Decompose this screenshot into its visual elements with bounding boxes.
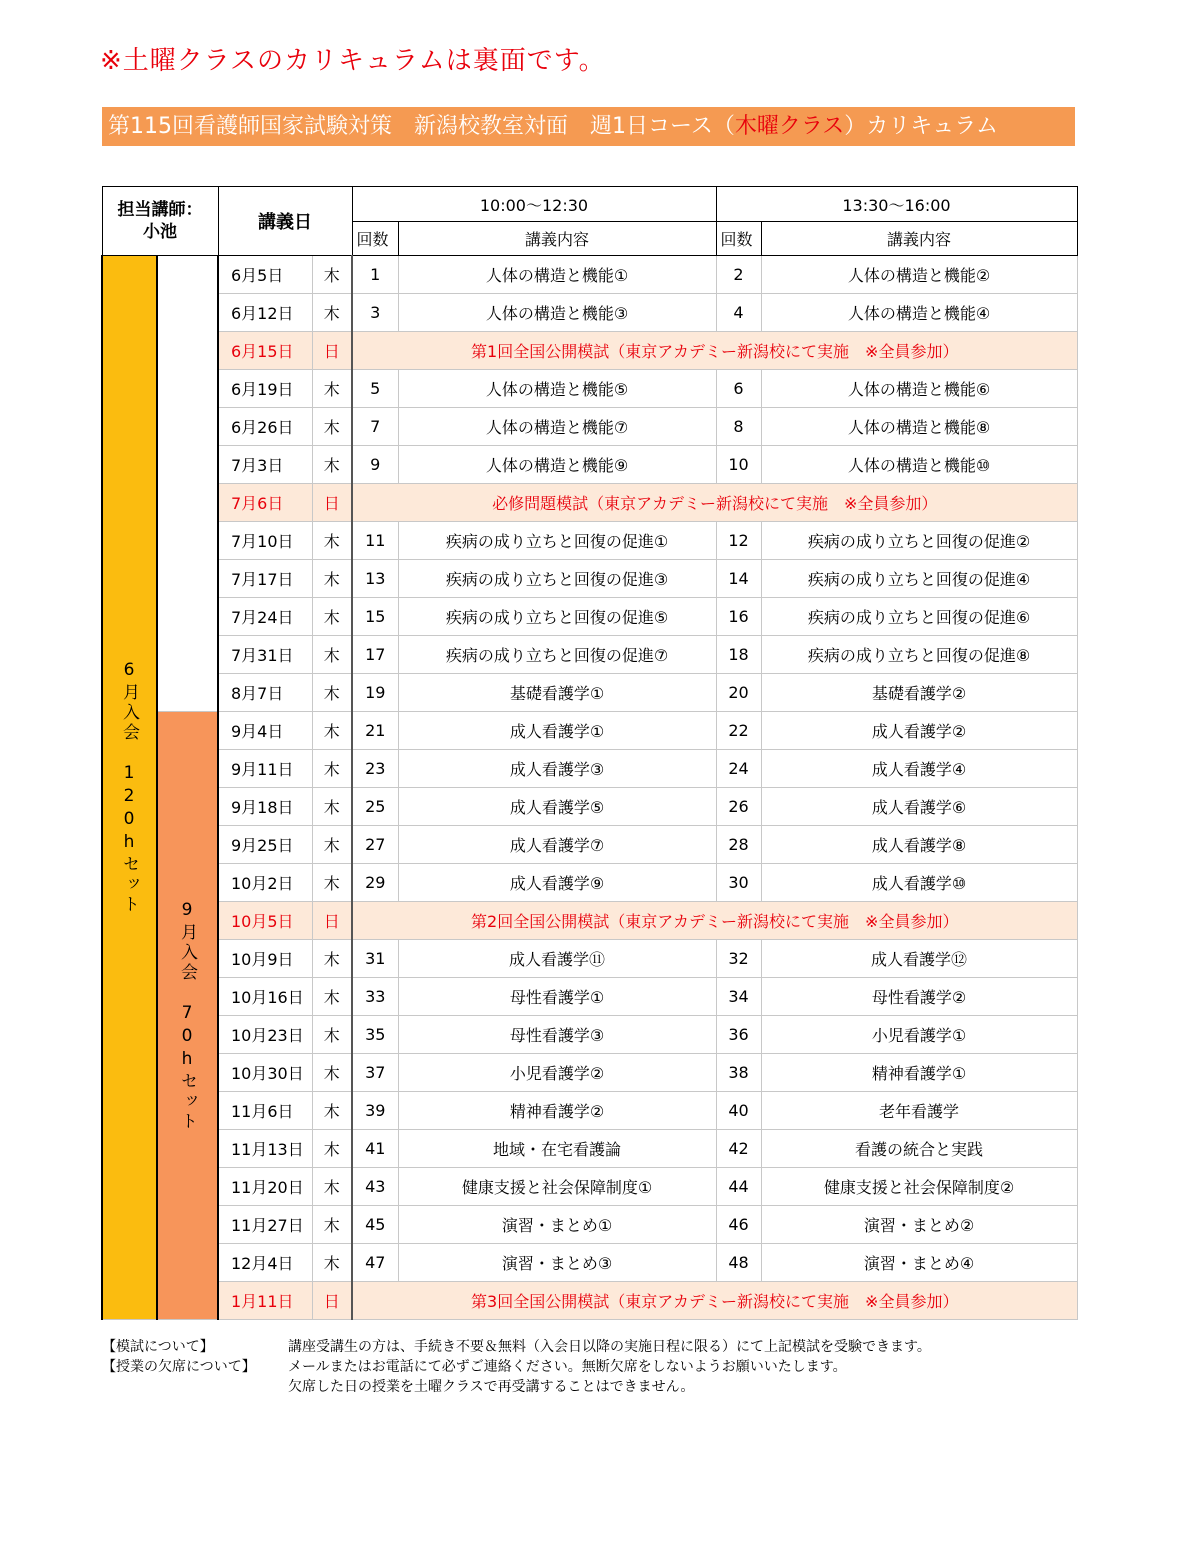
lecture-date: 10月30日 [218,1054,312,1092]
lecture-date: 1月11日 [218,1282,312,1320]
exam-row [102,484,1077,522]
lecture-date: 10月16日 [218,978,312,1016]
lecture-date: 6月19日 [218,370,312,408]
pm-lecture-number: 16 [716,598,761,636]
lecture-date: 11月13日 [218,1130,312,1168]
lecture-row [102,788,1077,826]
lecture-date: 7月10日 [218,522,312,560]
am-content-header: 講義内容 [398,222,716,256]
pm-lecture-content: 成人看護学⑫ [761,940,1077,978]
lecture-row [102,1016,1077,1054]
lecture-weekday: 日 [312,484,352,522]
lecture-row [102,408,1077,446]
pm-lecture-content: 疾病の成り立ちと回復の促進② [761,522,1077,560]
lecture-weekday: 木 [312,674,352,712]
am-lecture-content: 健康支援と社会保障制度① [398,1168,716,1206]
am-lecture-content: 疾病の成り立ちと回復の促進① [398,522,716,560]
am-lecture-number: 39 [352,1092,398,1130]
am-lecture-content: 人体の構造と機能③ [398,294,716,332]
pm-lecture-number: 10 [716,446,761,484]
pm-lecture-number: 36 [716,1016,761,1054]
lecture-row [102,560,1077,598]
lecture-date: 10月2日 [218,864,312,902]
absence-note-2 [102,1376,694,1396]
pm-lecture-content: 母性看護学② [761,978,1077,1016]
lecture-row [102,256,1077,294]
lecture-row [102,1092,1077,1130]
am-lecture-content: 母性看護学③ [398,1016,716,1054]
pm-lecture-number: 26 [716,788,761,826]
exam-row [102,332,1077,370]
am-lecture-number: 43 [352,1168,398,1206]
am-lecture-number: 29 [352,864,398,902]
am-lecture-content: 成人看護学⑪ [398,940,716,978]
pm-lecture-content: 人体の構造と機能⑥ [761,370,1077,408]
lecture-row [102,864,1077,902]
am-lecture-number: 7 [352,408,398,446]
pm-lecture-number: 42 [716,1130,761,1168]
lecture-weekday: 木 [312,1206,352,1244]
am-lecture-number: 33 [352,978,398,1016]
lecture-row [102,522,1077,560]
lecture-row [102,1054,1077,1092]
exam-note-label: 【模試について】 [102,1339,214,1355]
pm-lecture-content: 成人看護学⑥ [761,788,1077,826]
lecture-weekday: 木 [312,408,352,446]
lecture-weekday: 木 [312,978,352,1016]
exam-row [102,1282,1077,1320]
lecture-date: 7月6日 [218,484,312,522]
pm-lecture-number: 40 [716,1092,761,1130]
am-lecture-content: 成人看護学① [398,712,716,750]
exam-note [102,1336,931,1356]
pm-lecture-content: 演習・まとめ④ [761,1244,1077,1282]
am-lecture-number: 25 [352,788,398,826]
am-lecture-content: 母性看護学① [398,978,716,1016]
am-lecture-content: 小児看護学② [398,1054,716,1092]
am-lecture-content: 人体の構造と機能① [398,256,716,294]
pm-lecture-number: 14 [716,560,761,598]
am-lecture-content: 人体の構造と機能⑦ [398,408,716,446]
lecture-weekday: 木 [312,788,352,826]
saturday-class-notice: ※土曜クラスのカリキュラムは裏面です。 [100,46,606,76]
lecture-weekday: 木 [312,446,352,484]
pm-lecture-content: 人体の構造と機能④ [761,294,1077,332]
lecture-row [102,1130,1077,1168]
exam-description: 必修問題模試（東京アカデミー新潟校にて実施 ※全員参加） [352,484,1077,522]
pm-lecture-content: 小児看護学① [761,1016,1077,1054]
exam-description: 第3回全国公開模試（東京アカデミー新潟校にて実施 ※全員参加） [352,1282,1077,1320]
lecture-weekday: 日 [312,902,352,940]
lecture-row [102,1206,1077,1244]
pm-lecture-content: 人体の構造と機能② [761,256,1077,294]
am-lecture-content: 人体の構造と機能⑤ [398,370,716,408]
absence-note [102,1356,847,1376]
am-lecture-content: 人体の構造と機能⑨ [398,446,716,484]
lecture-weekday: 木 [312,864,352,902]
am-lecture-number: 17 [352,636,398,674]
set-120h-band [102,256,157,1320]
teacher-name: 小池 [143,222,177,242]
lecture-date: 7月3日 [218,446,312,484]
pm-lecture-number: 6 [716,370,761,408]
lecture-date: 10月23日 [218,1016,312,1054]
pm-lecture-content: 精神看護学① [761,1054,1077,1092]
pm-lecture-content: 演習・まとめ② [761,1206,1077,1244]
lecture-weekday: 木 [312,1092,352,1130]
lecture-weekday: 木 [312,1054,352,1092]
am-lecture-number: 1 [352,256,398,294]
am-lecture-content: 演習・まとめ① [398,1206,716,1244]
lecture-date: 6月15日 [218,332,312,370]
lecture-weekday: 木 [312,636,352,674]
lecture-weekday: 木 [312,598,352,636]
am-lecture-content: 精神看護学② [398,1092,716,1130]
set-70h-band [157,712,218,1320]
lecture-row [102,1168,1077,1206]
lecture-weekday: 木 [312,1016,352,1054]
lecture-date: 9月25日 [218,826,312,864]
pm-lecture-content: 健康支援と社会保障制度② [761,1168,1077,1206]
pm-lecture-number: 12 [716,522,761,560]
lecture-weekday: 木 [312,1130,352,1168]
teacher-cell [102,187,218,256]
lecture-date: 6月26日 [218,408,312,446]
pm-lecture-content: 成人看護学⑧ [761,826,1077,864]
am-lecture-content: 成人看護学⑨ [398,864,716,902]
exam-description: 第1回全国公開模試（東京アカデミー新潟校にて実施 ※全員参加） [352,332,1077,370]
lecture-row [102,446,1077,484]
am-lecture-number: 31 [352,940,398,978]
absence-note-text-1: メールまたはお電話にて必ずご連絡ください。無断欠席をしないようお願いいたします。 [288,1359,847,1375]
am-lecture-number: 27 [352,826,398,864]
pm-count-header: 回数 [716,222,761,256]
pm-lecture-number: 38 [716,1054,761,1092]
lecture-date: 11月20日 [218,1168,312,1206]
pm-lecture-number: 34 [716,978,761,1016]
lecture-row [102,826,1077,864]
lecture-date: 9月4日 [218,712,312,750]
am-lecture-number: 9 [352,446,398,484]
date-header: 講義日 [218,187,352,256]
pm-lecture-content: 疾病の成り立ちと回復の促進⑧ [761,636,1077,674]
am-time-header: 10:00～12:30 [352,187,716,222]
am-lecture-content: 疾病の成り立ちと回復の促進⑤ [398,598,716,636]
pm-lecture-content: 疾病の成り立ちと回復の促進⑥ [761,598,1077,636]
am-lecture-number: 15 [352,598,398,636]
lecture-weekday: 日 [312,332,352,370]
lecture-weekday: 木 [312,370,352,408]
lecture-row [102,712,1077,750]
am-lecture-number: 19 [352,674,398,712]
pm-lecture-number: 4 [716,294,761,332]
lecture-row [102,978,1077,1016]
lecture-row [102,750,1077,788]
pm-lecture-number: 20 [716,674,761,712]
pm-content-header: 講義内容 [761,222,1077,256]
teacher-label: 担当講師： [117,200,203,220]
lecture-date: 7月31日 [218,636,312,674]
lecture-weekday: 木 [312,560,352,598]
lecture-row [102,1244,1077,1282]
lecture-weekday: 木 [312,256,352,294]
am-lecture-content: 疾病の成り立ちと回復の促進③ [398,560,716,598]
pm-lecture-number: 28 [716,826,761,864]
lecture-date: 10月5日 [218,902,312,940]
pm-lecture-content: 老年看護学 [761,1092,1077,1130]
lecture-date: 7月17日 [218,560,312,598]
lecture-date: 12月4日 [218,1244,312,1282]
lecture-weekday: 日 [312,1282,352,1320]
am-lecture-number: 35 [352,1016,398,1054]
pm-time-header: 13:30～16:00 [716,187,1077,222]
am-lecture-number: 47 [352,1244,398,1282]
am-count-header: 回数 [352,222,398,256]
lecture-row [102,294,1077,332]
exam-note-text: 講座受講生の方は、手続き不要＆無料（入会日以降の実施日程に限る）にて上記模試を受験できます。 [288,1339,931,1355]
absence-note-text-2: 欠席した日の授業を土曜クラスで再受講することはできません。 [288,1379,695,1395]
pm-lecture-content: 成人看護学② [761,712,1077,750]
lecture-row [102,940,1077,978]
pm-lecture-number: 2 [716,256,761,294]
am-lecture-number: 23 [352,750,398,788]
pm-lecture-number: 46 [716,1206,761,1244]
lecture-weekday: 木 [312,712,352,750]
curriculum-table [101,186,1078,1320]
am-lecture-number: 3 [352,294,398,332]
lecture-row [102,370,1077,408]
am-lecture-number: 37 [352,1054,398,1092]
lecture-date: 8月7日 [218,674,312,712]
lecture-row [102,598,1077,636]
pm-lecture-number: 44 [716,1168,761,1206]
lecture-weekday: 木 [312,1168,352,1206]
curriculum-title-banner [102,107,1075,146]
lecture-weekday: 木 [312,522,352,560]
am-lecture-number: 45 [352,1206,398,1244]
lecture-weekday: 木 [312,294,352,332]
lecture-weekday: 木 [312,750,352,788]
pm-lecture-content: 成人看護学④ [761,750,1077,788]
lecture-date: 9月11日 [218,750,312,788]
pm-lecture-content: 成人看護学⑩ [761,864,1077,902]
lecture-row [102,674,1077,712]
am-lecture-content: 成人看護学③ [398,750,716,788]
am-lecture-content: 成人看護学⑤ [398,788,716,826]
lecture-date: 11月6日 [218,1092,312,1130]
set-120h-label: 6月入会 120hセット [119,660,139,915]
am-lecture-number: 13 [352,560,398,598]
am-lecture-content: 演習・まとめ③ [398,1244,716,1282]
am-lecture-content: 地域・在宅看護論 [398,1130,716,1168]
banner-highlight: 木曜クラス [734,114,845,139]
pm-lecture-content: 人体の構造と機能⑧ [761,408,1077,446]
banner-suffix: ）カリキュラム [844,114,999,139]
lecture-row [102,636,1077,674]
exam-row [102,902,1077,940]
lecture-weekday: 木 [312,826,352,864]
pm-lecture-content: 人体の構造と機能⑩ [761,446,1077,484]
pm-lecture-number: 22 [716,712,761,750]
set-70h-label: 9月入会 70hセット [177,899,197,1132]
pm-lecture-content: 疾病の成り立ちと回復の促進④ [761,560,1077,598]
am-lecture-number: 41 [352,1130,398,1168]
pm-lecture-number: 32 [716,940,761,978]
lecture-weekday: 木 [312,1244,352,1282]
am-lecture-content: 成人看護学⑦ [398,826,716,864]
lecture-date: 11月27日 [218,1206,312,1244]
absence-note-label: 【授業の欠席について】 [102,1359,256,1375]
set-9-blank [157,256,218,712]
am-lecture-content: 基礎看護学① [398,674,716,712]
lecture-date: 6月5日 [218,256,312,294]
pm-lecture-number: 8 [716,408,761,446]
lecture-date: 7月24日 [218,598,312,636]
pm-lecture-content: 基礎看護学② [761,674,1077,712]
banner-prefix: 第115回看護師国家試験対策 新潟校教室対面 週1日コース（ [108,114,735,139]
pm-lecture-number: 30 [716,864,761,902]
am-lecture-number: 21 [352,712,398,750]
lecture-date: 6月12日 [218,294,312,332]
lecture-weekday: 木 [312,940,352,978]
lecture-date: 9月18日 [218,788,312,826]
pm-lecture-content: 看護の統合と実践 [761,1130,1077,1168]
exam-description: 第2回全国公開模試（東京アカデミー新潟校にて実施 ※全員参加） [352,902,1077,940]
lecture-date: 10月9日 [218,940,312,978]
am-lecture-content: 疾病の成り立ちと回復の促進⑦ [398,636,716,674]
pm-lecture-number: 48 [716,1244,761,1282]
am-lecture-number: 11 [352,522,398,560]
pm-lecture-number: 24 [716,750,761,788]
pm-lecture-number: 18 [716,636,761,674]
am-lecture-number: 5 [352,370,398,408]
